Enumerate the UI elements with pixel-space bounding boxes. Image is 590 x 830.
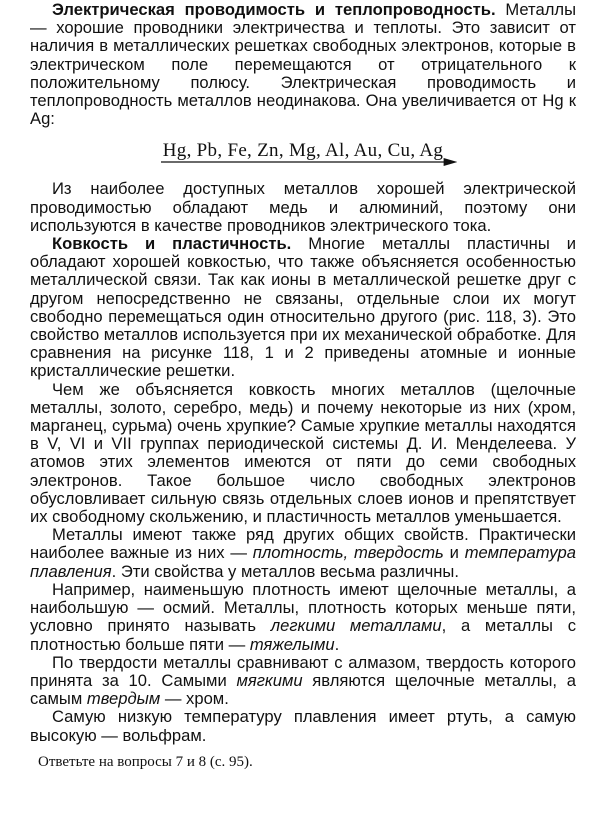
text-run: . Эти свойства у металлов весьма различны. — [111, 561, 459, 581]
paragraph-hardness — [30, 654, 576, 709]
paragraph-conductivity-text: Металлы — хорошие проводники электричества и теплоты. Это зависит от наличия в металлических решетках свободных электронов, которые в электрическом поле перемещаются от отрицательного к положительному полюсу. Электрическая проводимость и теплопроводность металлов неодинакова. Она увеличивается от Hg к Ag: — [30, 0, 576, 129]
text-run: Например, наименьшую плотность имеют щелочные металлы, а наибольшую — осмий. Металлы, плотность которых меньше пяти, условно принято называть — [30, 579, 576, 636]
review-questions: Ответьте на вопросы 7 и 8 (с. 95). — [38, 753, 253, 770]
heading-malleability: Ковкость и пластичность. — [52, 234, 292, 254]
term-melting-point: температура плавления — [30, 543, 576, 581]
paragraph-malleability-text: Многие металлы пластичны и обладают хорошей ковкостью, что также объясняется особенностью металлической связи. Так как ионы в металлической решетке друг с другом непосредственно не связаны, отдельные слои их могут свободно перемещаться один относительно другого (рис. 118, 3). Это свойство металлов используется при их механической обработке. Для сравнения на рисунке 118, 1 и 2 приведены атомные и ионные кристаллические решетки. — [30, 234, 576, 381]
heading-conductivity: Электрическая проводимость и теплопроводность. — [52, 0, 496, 19]
arrow-right-icon — [161, 157, 457, 167]
text-run: , а металлы с плотностью больше пяти — — [30, 616, 576, 654]
paragraph-general-properties — [30, 526, 576, 581]
text-run: По твердости металлы сравнивают с алмазом, твердость которого принята за 10. Самыми — [30, 652, 576, 690]
paragraph-malleability — [30, 235, 576, 381]
text-run: . — [334, 634, 340, 654]
text-run: Металлы имеют также ряд других общих свойств. Практически наиболее важные из них — — [30, 525, 576, 563]
term-density-hardness: плотность, твердость — [252, 543, 444, 563]
term-light-metals: легкими металлами — [270, 616, 442, 636]
term-soft: мягкими — [236, 670, 303, 690]
term-hard: твердым — [86, 689, 161, 709]
paragraph-melting-point: Самую низкую температуру плавления имеет ртуть, а самую высокую — вольфрам. — [30, 707, 576, 745]
paragraph-brittleness: Чем же объясняется ковкость многих металлов (щелочные металлы, золото, серебро, медь) и почему некоторые из них (хром, марганец, сурьма) очень хрупкие? Самые хрупкие металлы находятся в V, VI и VII группах периодической системы Д. И. Менделеева. У атомов этих элементов имеются от пяти до семи свободных электронов. Такое большое число свободных электронов обусловливает сильную связь отдельных слоев ионов и препятствует их свободному скольжению, и пластичность металлов уменьшается. — [30, 379, 576, 527]
term-heavy: тяжелыми — [249, 634, 335, 654]
text-run: и — [443, 543, 465, 563]
paragraph-conductivity — [30, 0, 576, 128]
text-run: — хром. — [160, 689, 229, 709]
metal-series-text: Hg, Pb, Fe, Zn, Mg, Al, Au, Cu, Ag — [162, 140, 444, 162]
paragraph-copper-aluminium: Из наиболее доступных металлов хорошей электрической проводимостью обладают медь и алюминий, поэтому они используются в качестве проводников электрического тока. — [30, 179, 576, 235]
text-run: являются щелочные металлы, а самым — [30, 670, 576, 709]
metal-series — [163, 140, 443, 168]
conductivity-series — [30, 128, 576, 180]
paragraph-density — [30, 581, 576, 654]
